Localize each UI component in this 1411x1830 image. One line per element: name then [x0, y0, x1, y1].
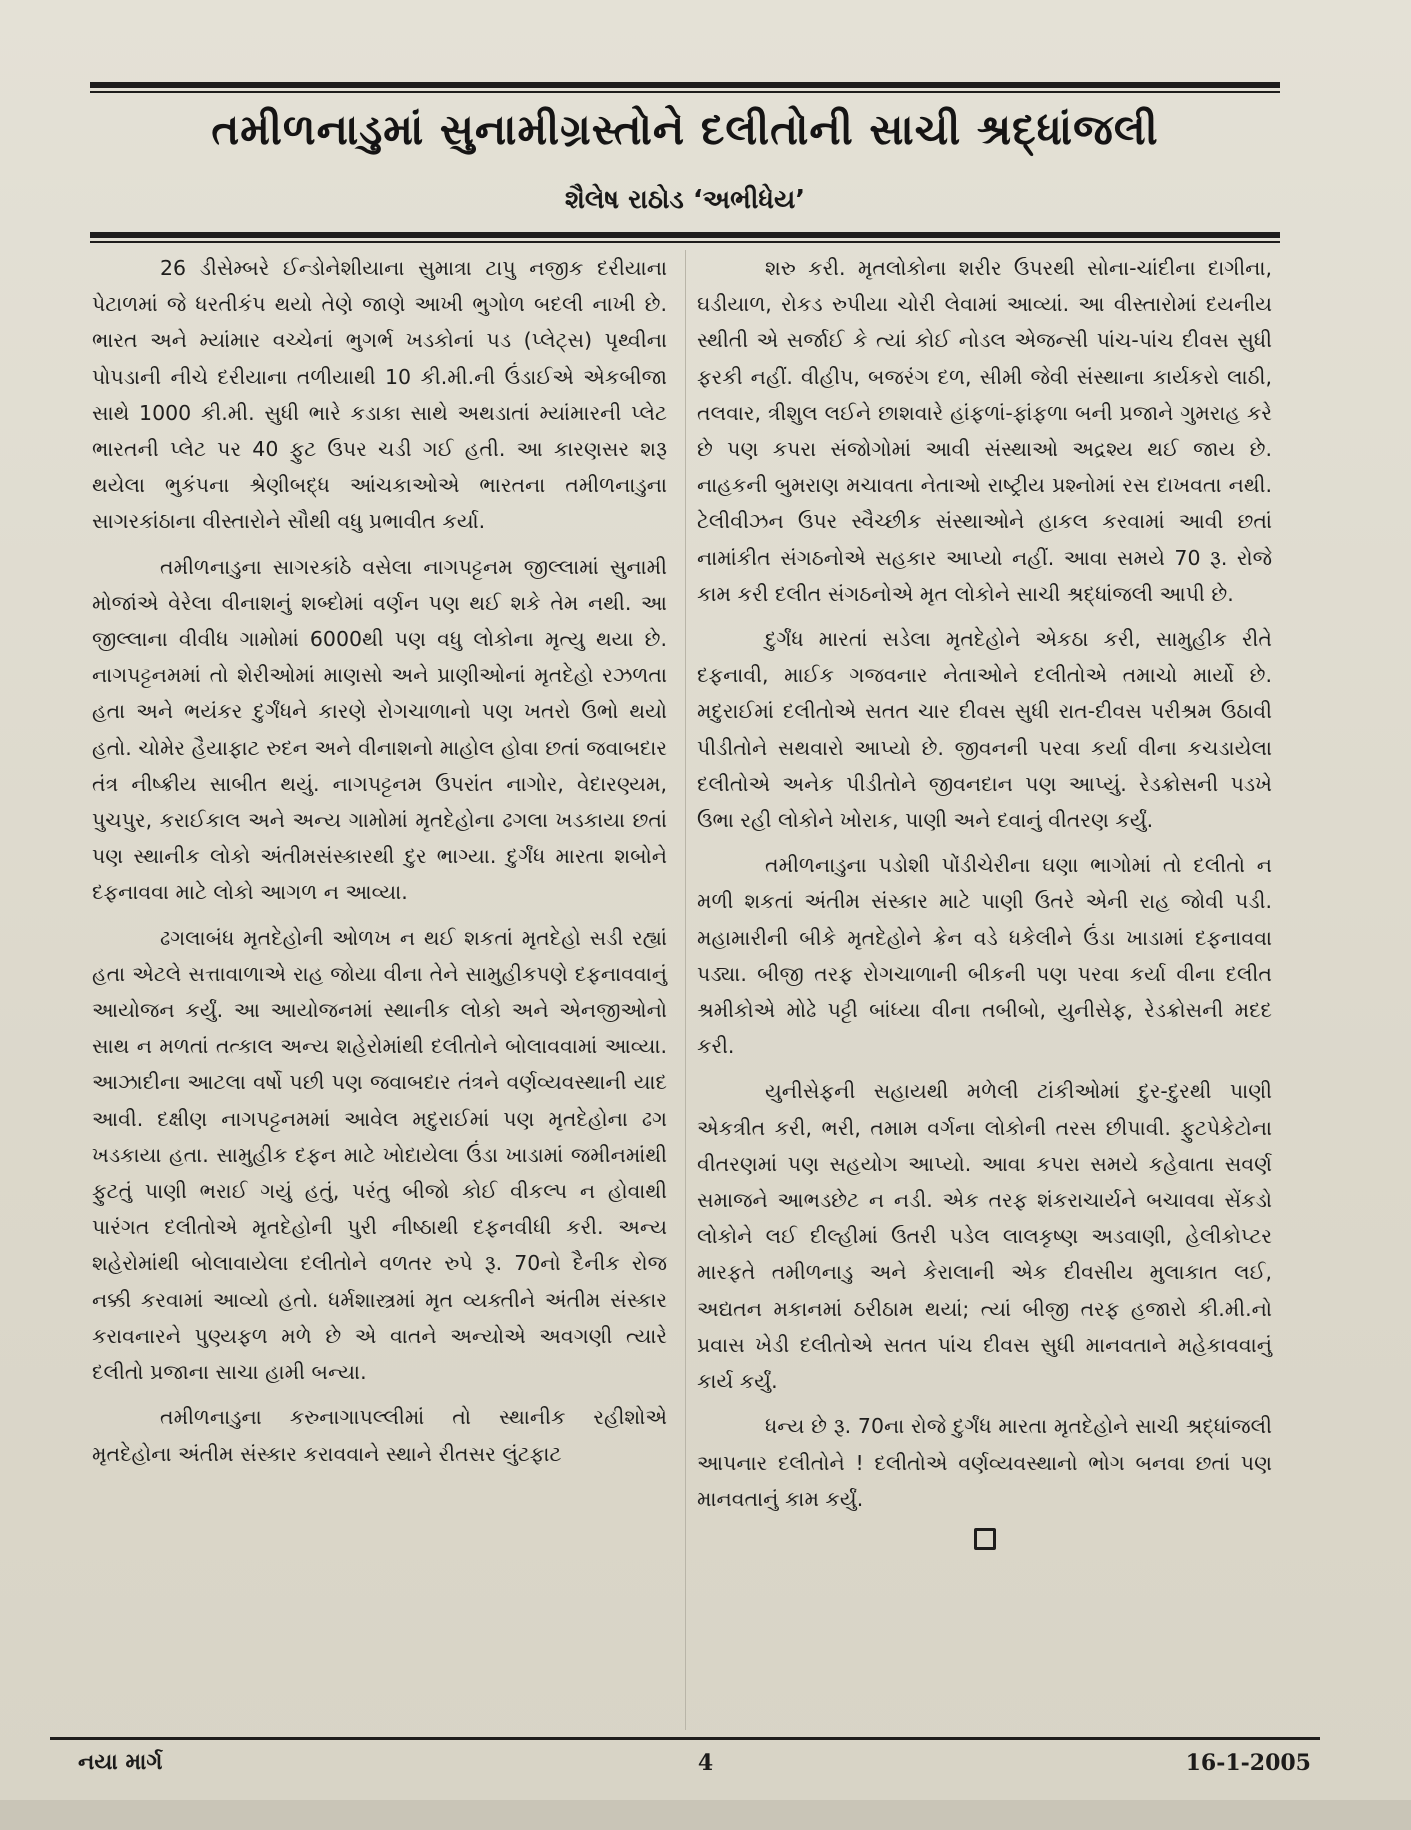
page-number: 4	[697, 1750, 714, 1776]
footer-rule	[50, 1737, 1320, 1740]
article-title: તમીળનાડુમાં સુનામીગ્રસ્તોને દલીતોની સાચી શ્રદ્ધાંજલી	[211, 105, 1159, 154]
column-divider	[685, 250, 686, 1730]
end-of-article-mark	[697, 1526, 1272, 1562]
publication-name: નયા માર્ગ	[78, 1750, 163, 1775]
paragraph: તમીળનાડુના કરુનાગાપલ્લીમાં તો સ્થાનીક રહીશોએ મૃતદેહોના અંતીમ સંસ્કાર કરાવવાને સ્થાને રીતસર લુંટફાટ	[92, 1405, 667, 1466]
right-column	[697, 250, 1272, 1562]
paragraph: યુનીસેફની સહાયથી મળેલી ટાંકીઓમાં દુર-દુરથી પાણી એકત્રીત કરી, ભરી, તમામ વર્ગના લોકોની તરસ છીપાવી. ફુટપેકેટોના વીતરણમાં પણ સહયોગ આપ્યો. આવા કપરા સમયે કહેવાતા સવર્ણ સમાજને આભડછેટ ન નડી. એક તરફ શંકરાચાર્યને બચાવવા સેંકડો લોકોને લઈ દીલ્હીમાં ઉતરી પડેલ લાલકૃષ્ણ અડવાણી, હેલીકોપ્ટર મારફતે તમીળનાડુ અને કેરાલાની એક દીવસીય મુલાકાત લઈ, અદ્યતન મકાનમાં ઠરીઠામ થયાં; ત્યાં બીજી તરફ હજારો કી.મી.નો પ્રવાસ ખેડી દલીતોએ સતત પાંચ દીવસ સુધી માનવતાને મહેકાવવાનું કાર્ય કર્યું.	[697, 1079, 1272, 1394]
issue-date: 16-1-2005	[1185, 1750, 1311, 1776]
article-author: શૈલેષ રાઠોડ ‘અભીધેય’	[564, 185, 806, 215]
paragraph: તમીળનાડુના સાગરકાંઠે વસેલા નાગપટ્ટનમ જીલ્લામાં સુનામી મોજાંએ વેરેલા વીનાશનું શબ્દોમાં વર્ણન પણ થઈ શકે તેમ નથી. આ જીલ્લાના વીવીધ ગામોમાં 6000થી પણ વધુ લોકોના મૃત્યુ થયા છે. નાગપટ્ટનમમાં તો શેરીઓમાં માણસો અને પ્રાણીઓનાં મૃતદેહો રઝળતા હતા અને ભયંકર દુર્ગંધને કારણે રોગચાળાનો પણ ખતરો ઉભો થયો હતો. ચોમેર હૈયાફાટ રુદન અને વીનાશનો માહોલ હોવા છતાં જવાબદાર તંત્ર નીષ્ક્રીય સાબીત થયું. નાગપટ્ટનમ ઉપરાંત નાગોર, વેદારણ્યમ, પુચપુર, કરાઈકાલ અને અન્ય ગામોમાં મૃતદેહોના ઢગલા ખડકાયા છતાં પણ સ્થાનીક લોકો અંતીમસંસ્કારથી દુર ભાગ્યા. દુર્ગંધ મારતા શબોને દફનાવવા માટે લોકો આગળ ન આવ્યા.	[92, 554, 667, 905]
paragraph: ઢગલાબંધ મૃતદેહોની ઓળખ ન થઈ શકતાં મૃતદેહો સડી રહ્યાં હતા એટલે સત્તાવાળાએ રાહ જોયા વીના તેને સામુહીકપણે દફનાવવાનું આયોજન કર્યું. આ આયોજનમાં સ્થાનીક લોકો અને એનજીઓનો સાથ ન મળતાં તત્કાલ અન્ય શહેરોમાંથી દલીતોને બોલાવવામાં આવ્યા. આઝાદીના આટલા વર્ષો પછી પણ જવાબદાર તંત્રને વર્ણવ્યવસ્થાની યાદ આવી. દક્ષીણ નાગપટ્ટનમમાં આવેલ મદુરાઈમાં પણ મૃતદેહોના ઢગ ખડકાયા હતા. સામુહીક દફન માટે ખોદાયેલા ઉંડા ખાડામાં જમીનમાંથી ફુટતું પાણી ભરાઈ ગયું હતું, પરંતુ બીજો કોઈ વીકલ્પ ન હોવાથી પારંગત દલીતોએ મૃતદેહોની પુરી નીષ્ઠાથી દફનવીધી કરી. અન્ય શહેરોમાંથી બોલાવાયેલા દલીતોને વળતર રુપે રૂ. 70નો દૈનીક રોજ નક્કી કરવામાં આવ્યો હતો. ધર્મશાસ્ત્રમાં મૃત વ્યક્તીને અંતીમ સંસ્કાર કરાવનારને પુણ્યફળ મળે છે એ વાતને અન્યોએ અવગણી ત્યારે દલીતો પ્રજાના સાચા હામી બન્યા.	[92, 925, 667, 1385]
paragraph: દુર્ગંધ મારતાં સડેલા મૃતદેહોને એકઠા કરી, સામુહીક રીતે દફનાવી, માઈક ગજવનાર નેતાઓને દલીતોએ તમાચો માર્યો છે. મદુરાઈમાં દલીતોએ સતત ચાર દીવસ સુધી રાત-દીવસ પરીશ્રમ ઉઠાવી પીડીતોને સથવારો આપ્યો છે. જીવનની પરવા કર્યા વીના કચડાયેલા દલીતોએ અનેક પીડીતોને જીવનદાન પણ આપ્યું. રેડક્રોસની પડખે ઉભા રહી લોકોને ખોરાક, પાણી અને દવાનું વીતરણ કર્યું.	[697, 627, 1272, 833]
paragraph: 26 ડીસેમ્બરે ઈન્ડોનેશીયાના સુમાત્રા ટાપુ નજીક દરીયાના પેટાળમાં જે ધરતીકંપ થયો તેણે જાણે આખી ભુગોળ બદલી નાખી છે. ભારત અને મ્યાંમાર વચ્ચેનાં ભુગર્ભ ખડકોનાં પડ (પ્લેટ્સ) પૃથ્વીના પોપડાની નીચે દરીયાના તળીયાથી 10 કી.મી.ની ઉંડાઈએ એકબીજા સાથે 1000 કી.મી. સુધી ભારે કડાકા સાથે અથડાતાં મ્યાંમારની પ્લેટ ભારતની પ્લેટ પર 40 ફુટ ઉપર ચડી ગઈ હતી. આ કારણસર શરૂ થયેલા ભુકંપના શ્રેણીબદ્ધ આંચકાઓએ ભારતના તમીળનાડુના સાગરકાંઠાના વીસ્તારોને સૌથી વધુ પ્રભાવીત કર્યા.	[92, 256, 667, 534]
square-icon	[974, 1528, 996, 1550]
page-edge	[0, 1800, 1411, 1830]
paragraph: શરુ કરી. મૃતલોકોના શરીર ઉપરથી સોના-ચાંદીના દાગીના, ઘડીયાળ, રોકડ રુપીયા ચોરી લેવામાં આવ્યાં. આ વીસ્તારોમાં દયનીય સ્થીતી એ સર્જાઈ કે ત્યાં કોઈ નોડલ એજન્સી પાંચ-પાંચ દીવસ સુધી ફરકી નહીં. વીહીપ, બજરંગ દળ, સીમી જેવી સંસ્થાના કાર્યકરો લાઠી, તલવાર, ત્રીશુલ લઈને છાશવારે હાંફળાં-ફાંફળા બની પ્રજાને ગુમરાહ કરે છે પણ કપરા સંજોગોમાં આવી સંસ્થાઓ અદ્રશ્ય થઈ જાય છે. નાહકની બુમરાણ મચાવતા નેતાઓ રાષ્ટ્રીય પ્રશ્નોમાં રસ દાખવતા નથી. ટેલીવીઝન ઉપર સ્વૈચ્છીક સંસ્થાઓને હાકલ કરવામાં આવી છતાં નામાંકીત સંગઠનોએ સહકાર આપ્યો નહીં. આવા સમયે 70 રૂ. રોજે કામ કરી દલીત સંગઠનોએ મૃત લોકોને સાચી શ્રદ્ધાંજલી આપી છે.	[697, 256, 1272, 606]
title-rule-top	[90, 82, 1280, 88]
left-column	[92, 250, 667, 1481]
title-rule-top-thin	[90, 91, 1280, 93]
header-rule-bottom	[90, 232, 1280, 238]
header-rule-bottom-thin	[90, 241, 1280, 243]
paragraph: તમીળનાડુના પડોશી પોંડીચેરીના ઘણા ભાગોમાં તો દલીતો ન મળી શકતાં અંતીમ સંસ્કાર માટે પાણી ઉતરે એની રાહ જોવી પડી. મહામારીની બીકે મૃતદેહોને ક્રેન વડે ધકેલીને ઉંડા ખાડામાં દફનાવવા પડ્યા. બીજી તરફ રોગચાળાની બીકની પણ પરવા કર્યા વીના દલીત શ્રમીકોએ મોઢે પટ્ટી બાંધ્યા વીના તબીબો, યુનીસેફ, રેડક્રોસની મદદ કરી.	[697, 853, 1272, 1059]
paragraph: ધન્ય છે રૂ. 70ના રોજે દુર્ગંધ મારતા મૃતદેહોને સાચી શ્રદ્ધાંજલી આપનાર દલીતોને ! દલીતોએ વર્ણવ્યવસ્થાનો ભોગ બનવા છતાં પણ માનવતાનું કામ કર્યું.	[697, 1414, 1272, 1511]
